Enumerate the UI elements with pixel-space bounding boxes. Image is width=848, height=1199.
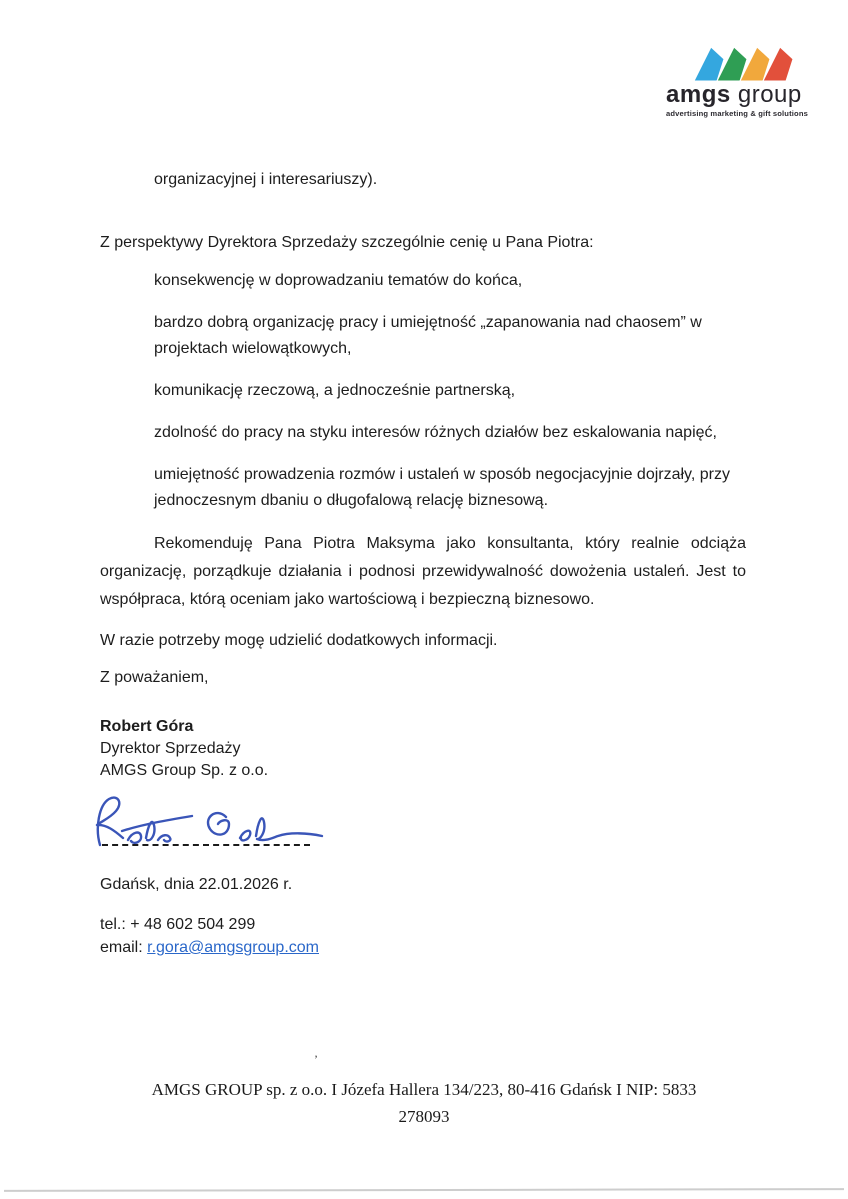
list-item-text: umiejętność prowadzenia rozmów i ustaleń w sposób negocjacyjnie dojrzały, przy jednoczesnym dbaniu o długofalową relację biznesową. [154,466,730,509]
intro-line: Z perspektywy Dyrektora Sprzedaży szczególnie cenię u Pana Piotra: [100,234,594,251]
bullet-cell [100,462,154,514]
list-item-text: zdolność do pracy na styku interesów różnych działów bez eskalowania napięć, [154,424,717,441]
list-item-text: komunikację rzeczową, a jednocześnie partnerską, [154,382,516,399]
list-item [100,268,746,294]
signer-name: Robert Góra [100,718,194,735]
contact-block [100,913,746,959]
signature-dotted-line [102,844,310,846]
logo-peaks-icon [694,46,794,82]
valediction: Z poważaniem, [100,669,209,686]
list-item-text: konsekwencję w doprowadzaniu tematów do końca, [154,272,523,289]
list-item [100,420,746,446]
scan-artifact-mark: ’ [314,1052,318,1066]
list-item-text: bardzo dobrą organizację pracy i umiejętność „zapanowania nad chaosem” w projektach wielowątkowych, [154,314,702,357]
email-label: email: [100,939,148,956]
signer-block [100,716,746,782]
signer-title: Dyrektor Sprzedaży [100,740,241,757]
footer [0,1076,848,1130]
signature-area [100,788,746,858]
list-item [100,310,746,362]
logo-brand-light: group [730,81,802,108]
bullet-cell [100,420,154,446]
phone-line: tel.: + 48 602 504 299 [100,916,256,933]
logo-tagline: advertising marketing & gift solutions [666,109,808,118]
bullet-cell [100,310,154,362]
closing-note: W razie potrzeby mogę udzielić dodatkowych informacji. [100,632,498,649]
signer-company: AMGS Group Sp. z o.o. [100,762,269,779]
bullet-cell [100,268,154,294]
list-item [100,462,746,514]
email-line [100,936,746,959]
amgs-logo [666,46,808,118]
signature-stroke [97,798,322,845]
handwritten-signature [92,790,336,856]
recommendation-paragraph: Rekomenduję Pana Piotra Maksyma jako konsultanta, który realnie odciąża organizację, porządkuje działania i podnosi przewidywalność dowożenia ustaleń. Jest to współpraca, którą oceniam jako wartościową i bezpieczną biznesowo. [100,535,746,608]
footer-line-2: 278093 [398,1107,450,1126]
scanner-edge-line [4,1188,844,1191]
continuation-line: organizacyjnej i interesariuszy). [154,171,378,188]
bullet-cell [100,378,154,404]
email-link[interactable]: r.gora@amgsgroup.com [147,939,319,956]
letter-body [100,167,746,959]
logo-wordmark [666,81,802,108]
strengths-list [100,268,746,514]
place-and-date: Gdańsk, dnia 22.01.2026 r. [100,876,293,893]
footer-line-1: AMGS GROUP sp. z o.o. I Józefa Hallera 134/223, 80-416 Gdańsk I NIP: 5833 [151,1080,697,1099]
logo-brand-bold: amgs [666,81,731,108]
list-item [100,378,746,404]
